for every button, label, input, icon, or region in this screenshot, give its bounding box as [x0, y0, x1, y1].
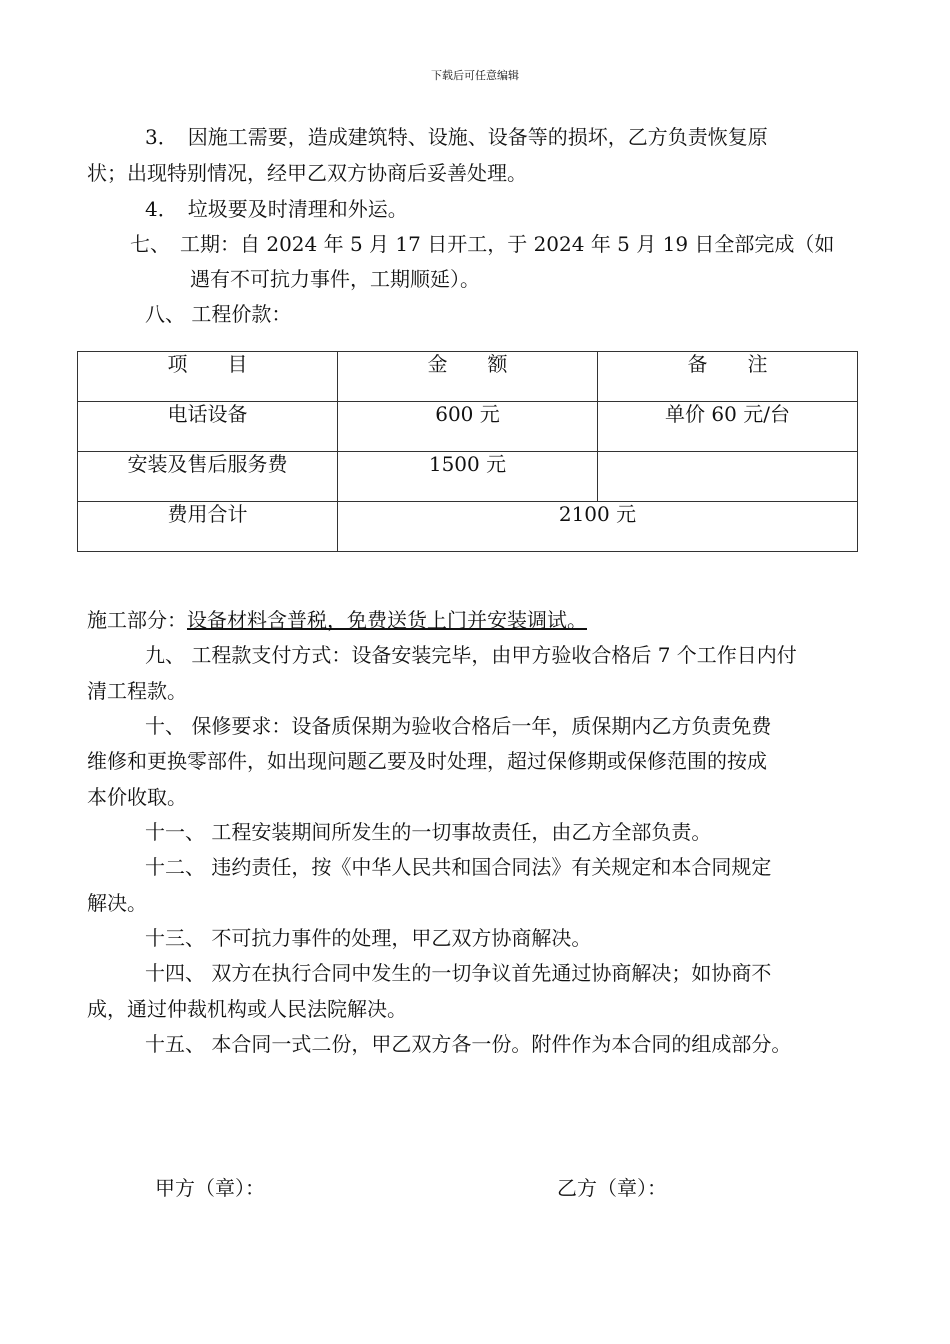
construction-text: 设备材料含普税，免费送货上门并安装调试。 — [187, 608, 587, 632]
table-total-value: 2100 元 — [338, 502, 858, 552]
table-header-cell: 备 注 — [598, 352, 858, 402]
table-row — [78, 402, 858, 452]
table-cell: 安装及售后服务费 — [78, 452, 338, 502]
clause-9-line-1: 九、 工程款支付方式：设备安装完毕，由甲方验收合格后 7 个工作日内付 — [145, 643, 797, 667]
table-header-cell: 项 目 — [78, 352, 338, 402]
clause-14-line-1: 十四、 双方在执行合同中发生的一切争议首先通过协商解决；如协商不 — [145, 961, 772, 985]
table-total-row — [78, 502, 858, 552]
clause-7-line-2: 遇有不可抗力事件，工期顺延）。 — [190, 267, 480, 291]
clause-10-line-2: 维修和更换零部件，如出现问题乙要及时处理，超过保修期或保修范围的按成 — [87, 749, 767, 773]
clause-3-line-2: 状；出现特别情况，经甲乙双方协商后妥善处理。 — [87, 161, 527, 185]
party-a-signature: 甲方（章）： — [155, 1176, 265, 1200]
fee-table — [77, 351, 858, 552]
clause-15: 十五、 本合同一式二份，甲乙双方各一份。附件作为本合同的组成部分。 — [145, 1032, 792, 1056]
clause-11: 十一、 工程安装期间所发生的一切事故责任，由乙方全部负责。 — [145, 820, 712, 844]
clause-9-line-2: 清工程款。 — [87, 679, 187, 703]
construction-part — [87, 609, 587, 631]
party-b-signature: 乙方（章）： — [557, 1176, 667, 1200]
clause-7-line-1: 七、 工期：自 2024 年 5 月 17 日开工，于 2024 年 5 月 19 日全部完成（如 — [130, 232, 835, 256]
table-header-cell: 金 额 — [338, 352, 598, 402]
clause-12-line-1: 十二、 违约责任，按《中华人民共和国合同法》有关规定和本合同规定 — [145, 855, 772, 879]
clause-14-line-2: 成，通过仲裁机构或人民法院解决。 — [87, 997, 407, 1021]
clause-4: 4． 垃圾要及时清理和外运。 — [145, 197, 408, 221]
table-row — [78, 452, 858, 502]
clause-12-line-2: 解决。 — [87, 891, 147, 915]
table-cell — [598, 452, 858, 502]
table-cell: 电话设备 — [78, 402, 338, 452]
construction-label: 施工部分： — [87, 608, 187, 632]
clause-3-line-1: 3． 因施工需要，造成建筑特、设施、设备等的损坏，乙方负责恢复原 — [145, 125, 768, 149]
clause-10-line-3: 本价收取。 — [87, 785, 187, 809]
table-total-label: 费用合计 — [78, 502, 338, 552]
clause-13: 十三、 不可抗力事件的处理，甲乙双方协商解决。 — [145, 926, 592, 950]
table-cell: 600 元 — [338, 402, 598, 452]
clause-8: 八、 工程价款： — [145, 302, 292, 326]
table-header-row — [78, 352, 858, 402]
clause-10-line-1: 十、 保修要求：设备质保期为验收合格后一年，质保期内乙方负责免费 — [145, 714, 772, 738]
page-header: 下载后可任意编辑 — [431, 69, 519, 82]
table-cell: 1500 元 — [338, 452, 598, 502]
table-cell: 单价 60 元/台 — [598, 402, 858, 452]
